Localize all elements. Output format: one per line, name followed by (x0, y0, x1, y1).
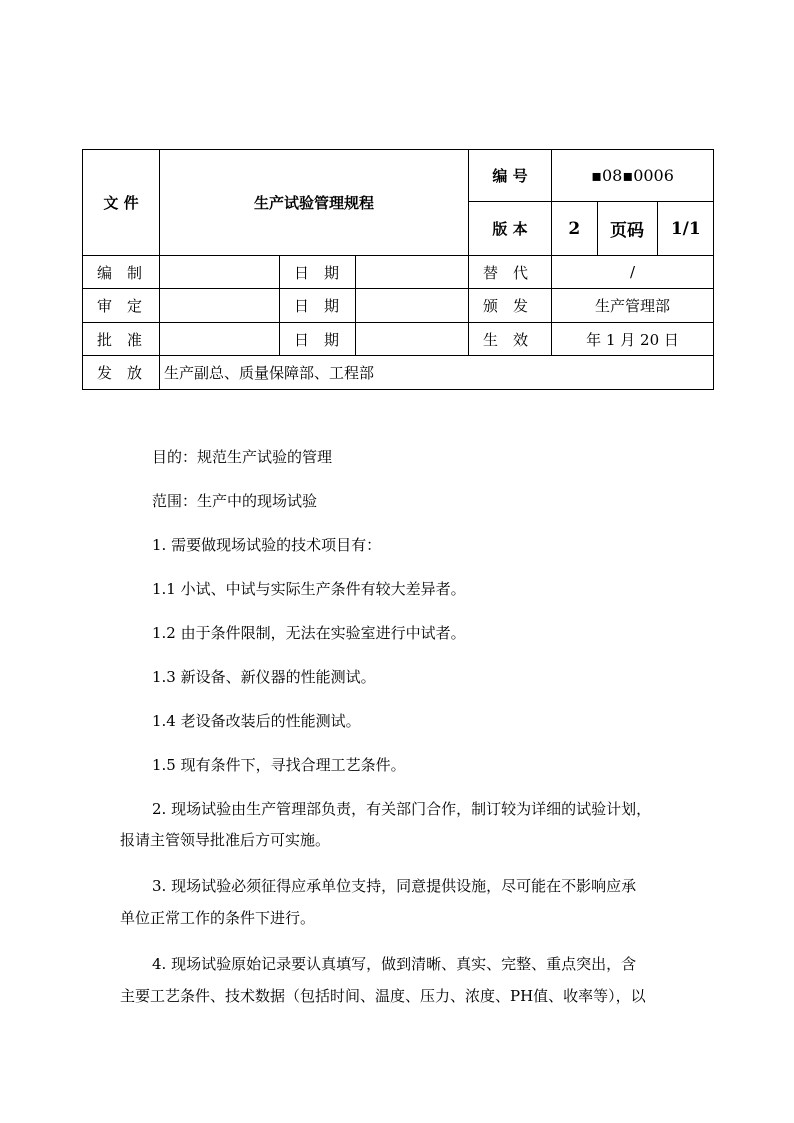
scope-line: 范围：生产中的现场试验 (152, 492, 318, 510)
issuer-label: 颁 发 (469, 289, 552, 323)
distribute-label: 发 放 (83, 356, 160, 390)
effective-value: 年 1 月 20 日 (552, 323, 714, 356)
document-number: ▪08▪0006 (552, 150, 714, 202)
compiler-label: 编 制 (83, 256, 160, 289)
compile-date-label: 日 期 (280, 256, 356, 289)
number-label: 编 号 (469, 150, 552, 202)
item-4-line-1: 4. 现场试验原始记录要认真填写，做到清晰、真实、完整、重点突出，含 (152, 955, 637, 973)
version-page-subtable (552, 202, 714, 255)
compiler-value (160, 256, 280, 289)
version-page-cell (552, 202, 714, 256)
approver-label: 批 准 (83, 323, 160, 356)
approver-value (160, 323, 280, 356)
reviewer-value (160, 289, 280, 323)
item-1-4: 1.4 老设备改装后的性能测试。 (152, 712, 361, 730)
item-2-line-1: 2. 现场试验由生产管理部负责，有关部门合作，制订较为详细的试验计划， (152, 800, 652, 818)
document-title: 生产试验管理规程 (160, 150, 469, 256)
item-1-2: 1.2 由于条件限制，无法在实验室进行中试者。 (152, 624, 466, 642)
approve-date-label: 日 期 (280, 323, 356, 356)
document-header-table (82, 149, 714, 390)
review-date-value (356, 289, 469, 323)
item-1-1: 1.1 小试、中试与实际生产条件有较大差异者。 (152, 580, 466, 598)
purpose-line: 目的：规范生产试验的管理 (152, 448, 333, 466)
item-3-line-1: 3. 现场试验必须征得应承单位支持，同意提供设施，尽可能在不影响应承 (152, 877, 637, 895)
replace-label: 替 代 (469, 256, 552, 289)
compile-date-value (356, 256, 469, 289)
distribute-value: 生产副总、质量保障部、工程部 (160, 356, 714, 390)
review-date-label: 日 期 (280, 289, 356, 323)
page-label: 页码 (597, 202, 657, 255)
replace-value: / (552, 256, 714, 289)
item-2-line-2: 报请主管领导批准后方可实施。 (120, 831, 331, 849)
file-label: 文 件 (83, 150, 160, 256)
issuer-value: 生产管理部 (552, 289, 714, 323)
item-3-line-2: 单位正常工作的条件下进行。 (120, 909, 316, 927)
version-label: 版 本 (469, 202, 552, 256)
approve-date-value (356, 323, 469, 356)
reviewer-label: 审 定 (83, 289, 160, 323)
item-1: 1. 需要做现场试验的技术项目有： (152, 536, 382, 554)
effective-label: 生 效 (469, 323, 552, 356)
version-value: 2 (568, 218, 581, 239)
item-1-5: 1.5 现有条件下，寻找合理工艺条件。 (152, 756, 406, 774)
item-1-3: 1.3 新设备、新仪器的性能测试。 (152, 668, 376, 686)
item-4-line-2: 主要工艺条件、技术数据（包括时间、温度、压力、浓度、PH值、收率等），以 (120, 987, 646, 1005)
page-value: 1/1 (657, 202, 714, 255)
